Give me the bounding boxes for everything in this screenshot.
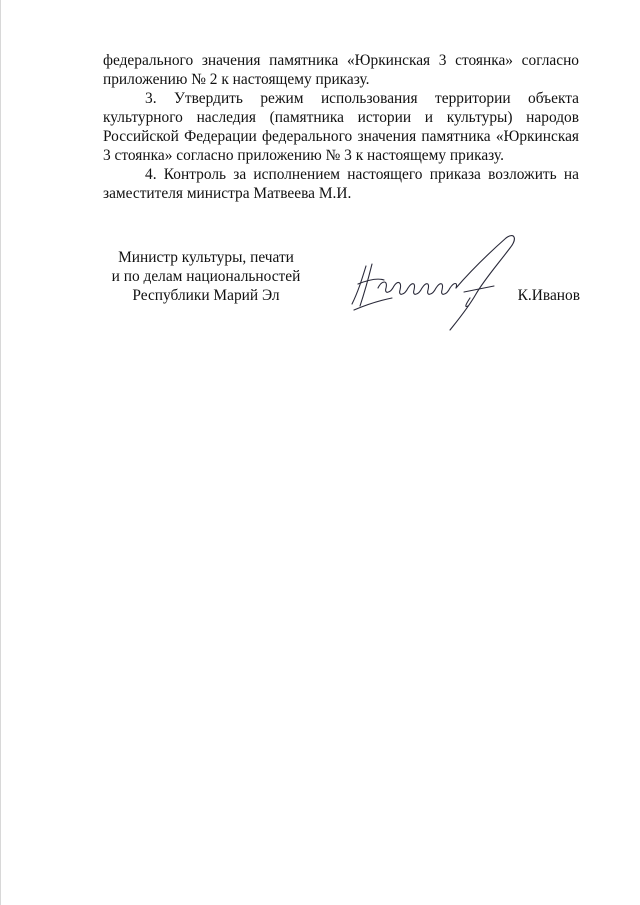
signer-position-line-1: Министр культуры, печати: [118, 249, 294, 266]
paragraph-item-3: 3. Утвердить режим использования территории объекта культурного наследия (памятника истории и культуры) народов Российской Федерации федерального значения памятника «Юркинская 3 стоянка» согласно приложению № 3 к настоящему приказу.: [103, 90, 579, 164]
page-edge-line: [0, 0, 1, 905]
signer-name: К.Иванов: [517, 287, 580, 304]
signer-position-line-3: Республики Марий Эл: [132, 287, 280, 304]
paragraph-continuation: федерального значения памятника «Юркинская 3 стоянка» согласно приложению № 2 к настоящему приказу.: [103, 52, 579, 88]
signature-block: [100, 248, 580, 348]
document-body: [103, 51, 579, 203]
signer-position-line-2: и по делам национальностей: [111, 268, 301, 285]
signer-position: [100, 248, 312, 305]
handwritten-signature: [338, 224, 538, 334]
paragraph-item-4: 4. Контроль за исполнением настоящего приказа возложить на заместителя министра Матвеева М.И.: [103, 166, 579, 202]
